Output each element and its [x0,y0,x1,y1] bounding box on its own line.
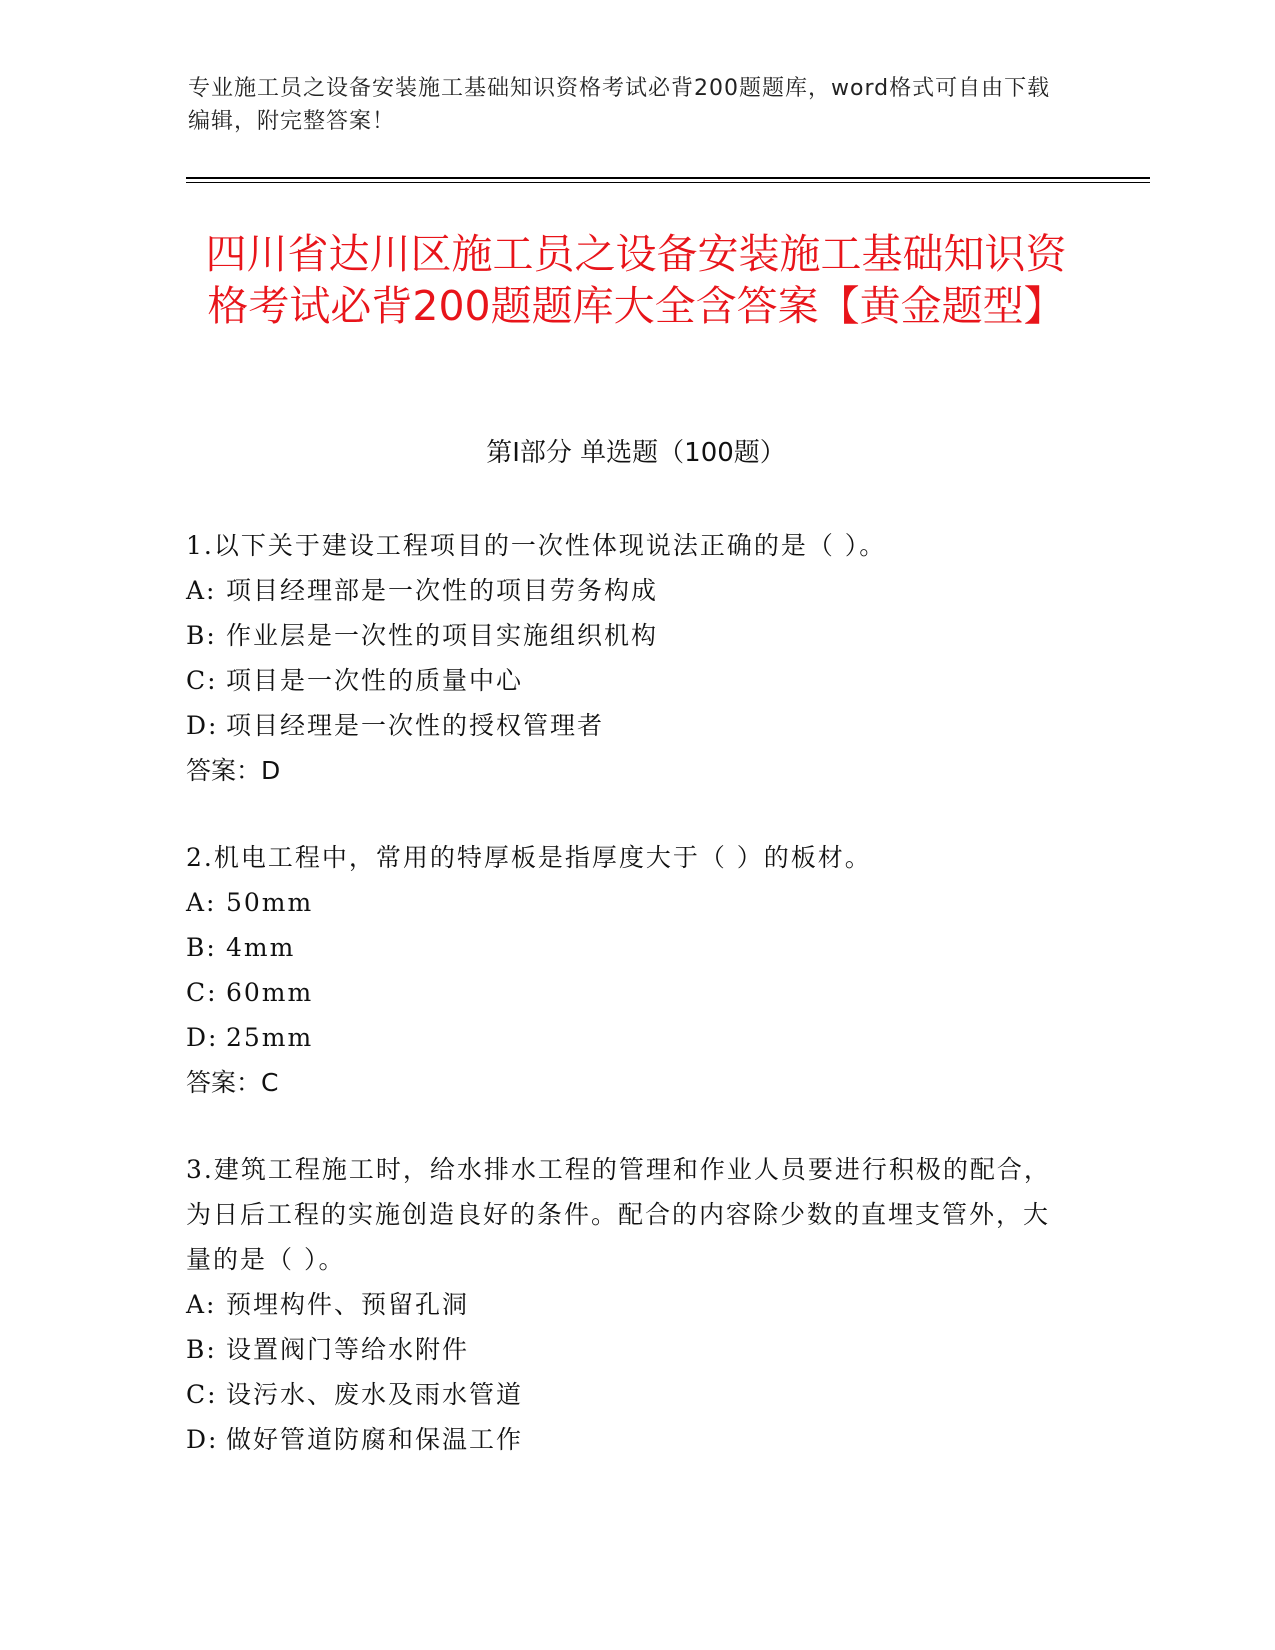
answer-line: 答案：C [186,1068,279,1097]
option-text: 设置阀门等给水附件 [226,1335,470,1364]
option-key: A: [186,576,217,605]
option-key: C: [186,978,218,1007]
option-key: D: [186,1425,219,1454]
option-key: C: [186,1380,218,1409]
option-key: A: [186,888,217,917]
header-note: 专业施工员之设备安装施工基础知识资格考试必背200题题库，word格式可自由下载编辑，附完整答案！ [188,76,1051,134]
header-rule-thin [186,182,1150,183]
option-key: B: [186,933,217,962]
option-a [186,568,1066,613]
section-title: 第I部分 单选题（100题） [486,438,786,468]
option-b [186,613,1066,658]
question-2 [186,835,1066,1105]
option-b [186,1327,1066,1372]
option-text: 50mm [226,888,314,917]
option-c [186,970,1066,1015]
option-text: 项目经理部是一次性的项目劳务构成 [226,576,659,605]
question-stem: 3.建筑工程施工时，给水排水工程的管理和作业人员要进行积极的配合，为日后工程的实施创造良好的条件。配合的内容除少数的直埋支管外，大量的是（ ）。 [186,1155,1051,1274]
option-text: 做好管道防腐和保温工作 [226,1425,524,1454]
option-text: 作业层是一次性的项目实施组织机构 [226,621,659,650]
question-1 [186,523,1066,793]
document-title: 四川省达川区施工员之设备安装施工基础知识资格考试必背200题题库大全含答案【黄金题型】 [205,230,1067,330]
option-b [186,925,1066,970]
option-d [186,1417,1066,1462]
question-3 [186,1147,1066,1462]
question-stem: 2.机电工程中，常用的特厚板是指厚度大于（ ）的板材。 [186,843,872,872]
option-text: 4mm [226,933,296,962]
option-c [186,1372,1066,1417]
option-d [186,1015,1066,1060]
question-stem: 1.以下关于建设工程项目的一次性体现说法正确的是（ ）。 [186,531,887,560]
option-key: B: [186,1335,217,1364]
option-key: A: [186,1290,217,1319]
option-text: 项目是一次性的质量中心 [226,666,524,695]
option-key: D: [186,711,219,740]
option-a [186,880,1066,925]
option-text: 预埋构件、预留孔洞 [226,1290,470,1319]
header-rule-thick [186,177,1150,179]
question-list [186,523,1066,1504]
option-key: B: [186,621,217,650]
option-key: C: [186,666,218,695]
answer-line: 答案：D [186,756,281,785]
option-c [186,658,1066,703]
option-a [186,1282,1066,1327]
option-text: 60mm [226,978,314,1007]
option-text: 25mm [226,1023,314,1052]
option-key: D: [186,1023,219,1052]
option-text: 项目经理是一次性的授权管理者 [226,711,605,740]
option-d [186,703,1066,748]
option-text: 设污水、废水及雨水管道 [226,1380,524,1409]
